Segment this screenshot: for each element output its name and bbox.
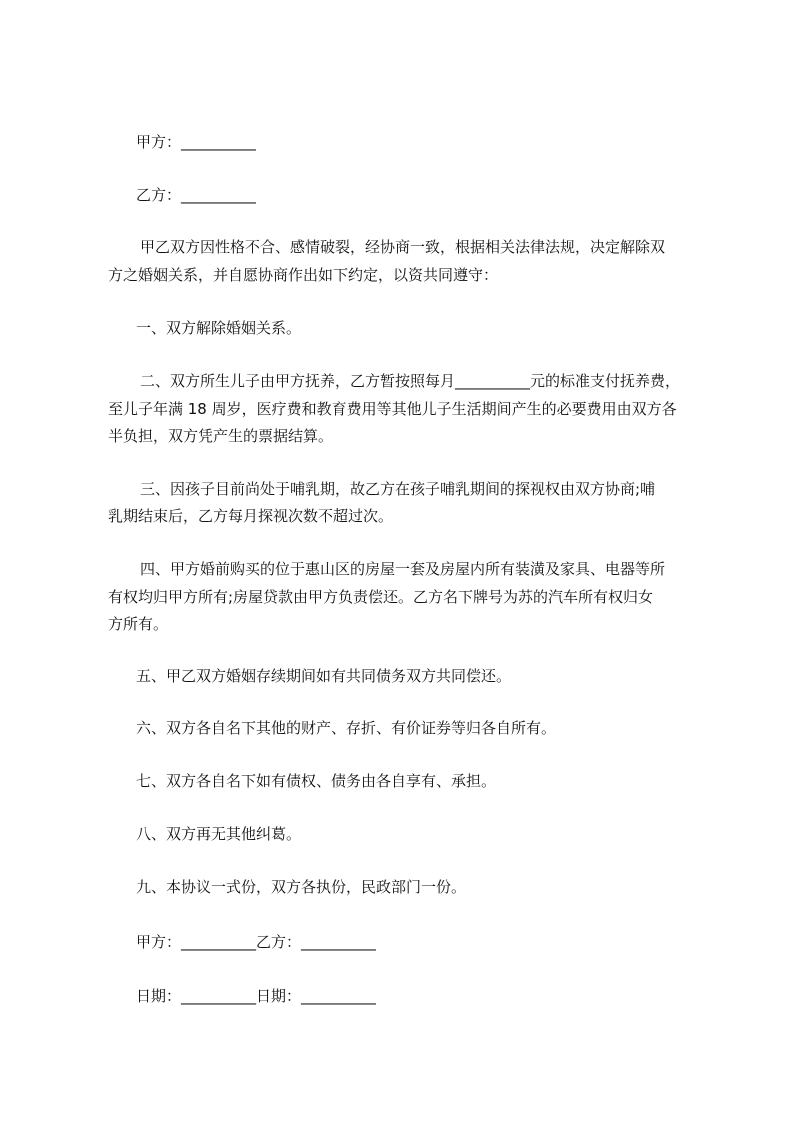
clause-3-line: 乳期结束后，乙方每月探视次数不超过次。 xyxy=(108,507,394,525)
preamble-line: 方之婚姻关系，并自愿协商作出如下约定，以资共同遵守： xyxy=(108,266,499,284)
signature-line: 甲方：__________乙方：__________ xyxy=(136,933,377,951)
clause-2-line: 半负担，双方凭产生的票据结算。 xyxy=(108,427,334,445)
clause-6: 六、双方各自名下其他的财产、存折、有价证券等归各自所有。 xyxy=(136,719,557,737)
clause-7: 七、双方各自名下如有债权、债务由各自享有、承担。 xyxy=(136,772,497,790)
clause-4-line: 有权均归甲方所有;房屋贷款由甲方负责偿还。乙方名下牌号为苏的汽车所有权归女 xyxy=(108,588,654,606)
clause-9: 九、本协议一式份，双方各执份，民政部门一份。 xyxy=(136,878,467,896)
clause-1: 一、双方解除婚姻关系。 xyxy=(136,319,302,337)
clause-8: 八、双方再无其他纠葛。 xyxy=(136,825,302,843)
clause-2-line: 二、双方所生儿子由甲方抚养，乙方暂按照每月__________元的标准支付抚养费， xyxy=(140,372,681,390)
clause-4-line: 四、甲方婚前购买的位于惠山区的房屋一套及房屋内所有装潢及家具、电器等所 xyxy=(140,560,666,578)
clause-3-line: 三、因孩子目前尚处于哺乳期，故乙方在孩子哺乳期间的探视权由双方协商;哺 xyxy=(140,480,656,498)
party-b-line: 乙方：__________ xyxy=(136,186,257,204)
preamble-line: 甲乙双方因性格不合、感情破裂，经协商一致，根据相关法律法规，决定解除双 xyxy=(140,238,666,256)
party-a-line: 甲方：__________ xyxy=(136,133,257,151)
clause-2-line: 至儿子年满 18 周岁，医疗费和教育费用等其他儿子生活期间产生的必要费用由双方各 xyxy=(108,400,677,418)
clause-5: 五、甲乙双方婚姻存续期间如有共同债务双方共同偿还。 xyxy=(136,667,512,685)
clause-4-line: 方所有。 xyxy=(108,615,169,633)
date-line: 日期：__________日期：__________ xyxy=(136,987,377,1005)
